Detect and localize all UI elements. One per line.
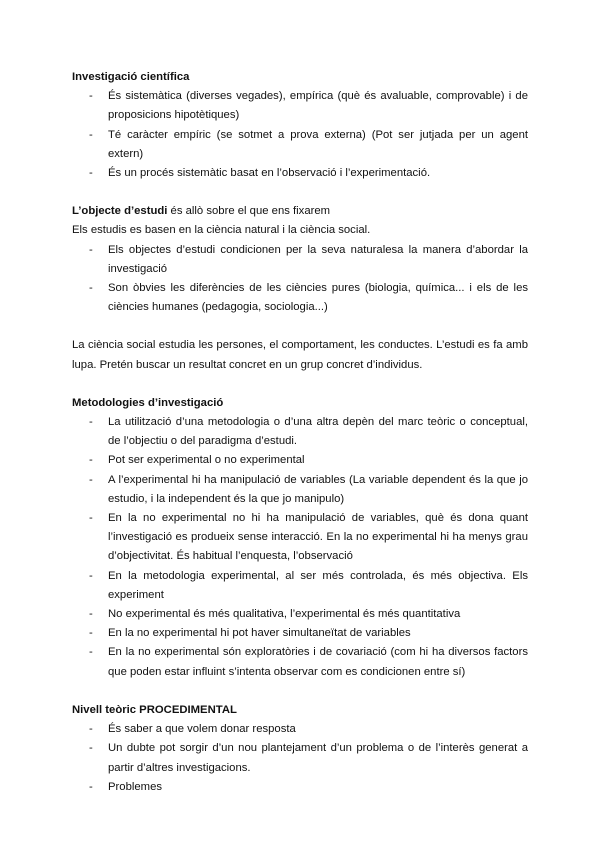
list-item: - Té caràcter empíric (se sotmet a prova externa) (Pot ser jutjada per un agent extern) — [72, 126, 528, 164]
paragraph: La ciència social estudia les persones, el comportament, les conductes. L’estudi es fa amb lupa. Pretén buscar un resultat concret en un grup concret d’individus. — [72, 339, 528, 371]
section-heading: Investigació científica — [72, 71, 190, 83]
bullet-list — [72, 720, 528, 797]
list-item: - Un dubte pot sorgir d’un nou plantejament d’un problema o de l’interès generat a partir d’altres investigacions. — [72, 739, 528, 777]
list-item: - En la metodologia experimental, al ser més controlada, és més objectiva. Els experiment — [72, 567, 528, 605]
section-intro: Els estudis es basen en la ciència natural i la ciència social. — [72, 224, 371, 237]
list-item: - És un procés sistemàtic basat en l’observació i l’experimentació. — [72, 164, 528, 183]
list-item: - Problemes — [72, 778, 528, 797]
list-item: - Son òbvies les diferències de les ciències pures (biologia, química... i els de les ciències humanes (pedagogia, sociologia...) — [72, 279, 528, 317]
list-item: - Els objectes d’estudi condicionen per la seva naturalesa la manera d’abordar la investigació — [72, 241, 528, 279]
list-item: - A l’experimental hi ha manipulació de variables (La variable dependent és la que jo estudio, i la independent és la que jo manipulo) — [72, 471, 528, 509]
list-item: - En la no experimental no hi ha manipulació de variables, què és dona quant l’investigació es produeix sense interacció. En la no experimental hi ha menys grau d’objectivitat. És habitual l’enquesta, l’observació — [72, 509, 528, 567]
heading-continuation: és allò sobre el que ens fixarem — [167, 205, 331, 218]
section-metodologies — [72, 394, 528, 682]
list-item: - La utilització d’una metodologia o d’una altra depèn del marc teòric o conceptual, de l’objectiu o del paradigma d’estudi. — [72, 413, 528, 451]
section-heading: Nivell teòric PROCEDIMENTAL — [72, 703, 237, 716]
section-heading: L’objecte d’estudi — [72, 205, 168, 218]
section-objecte-estudi — [72, 202, 528, 317]
list-item: - En la no experimental són exploratòries i de covariació (com hi ha diversos factors que poden estar influint s’intenta observar com es condicionen entre sí) — [72, 643, 528, 681]
bullet-list — [72, 413, 528, 682]
list-item: - En la no experimental hi pot haver simultaneïtat de variables — [72, 624, 528, 643]
bullet-list — [72, 87, 528, 183]
section-heading: Metodologies d’investigació — [72, 396, 224, 409]
list-item: - Pot ser experimental o no experimental — [72, 451, 528, 470]
list-item: - És saber a que volem donar resposta — [72, 720, 528, 739]
list-item: - No experimental és més qualitativa, l’experimental és més quantitativa — [72, 605, 528, 624]
list-item: - És sistemàtica (diverses vegades), empírica (què és avaluable, comprovable) i de proposicions hipotètiques) — [72, 87, 528, 125]
bullet-list — [72, 241, 528, 318]
document-body — [72, 68, 528, 816]
section-heading-line — [72, 202, 528, 221]
section-ciencia-social — [72, 336, 528, 374]
section-investigacio-cientifica — [72, 68, 528, 183]
section-nivell-teoric — [72, 701, 528, 797]
